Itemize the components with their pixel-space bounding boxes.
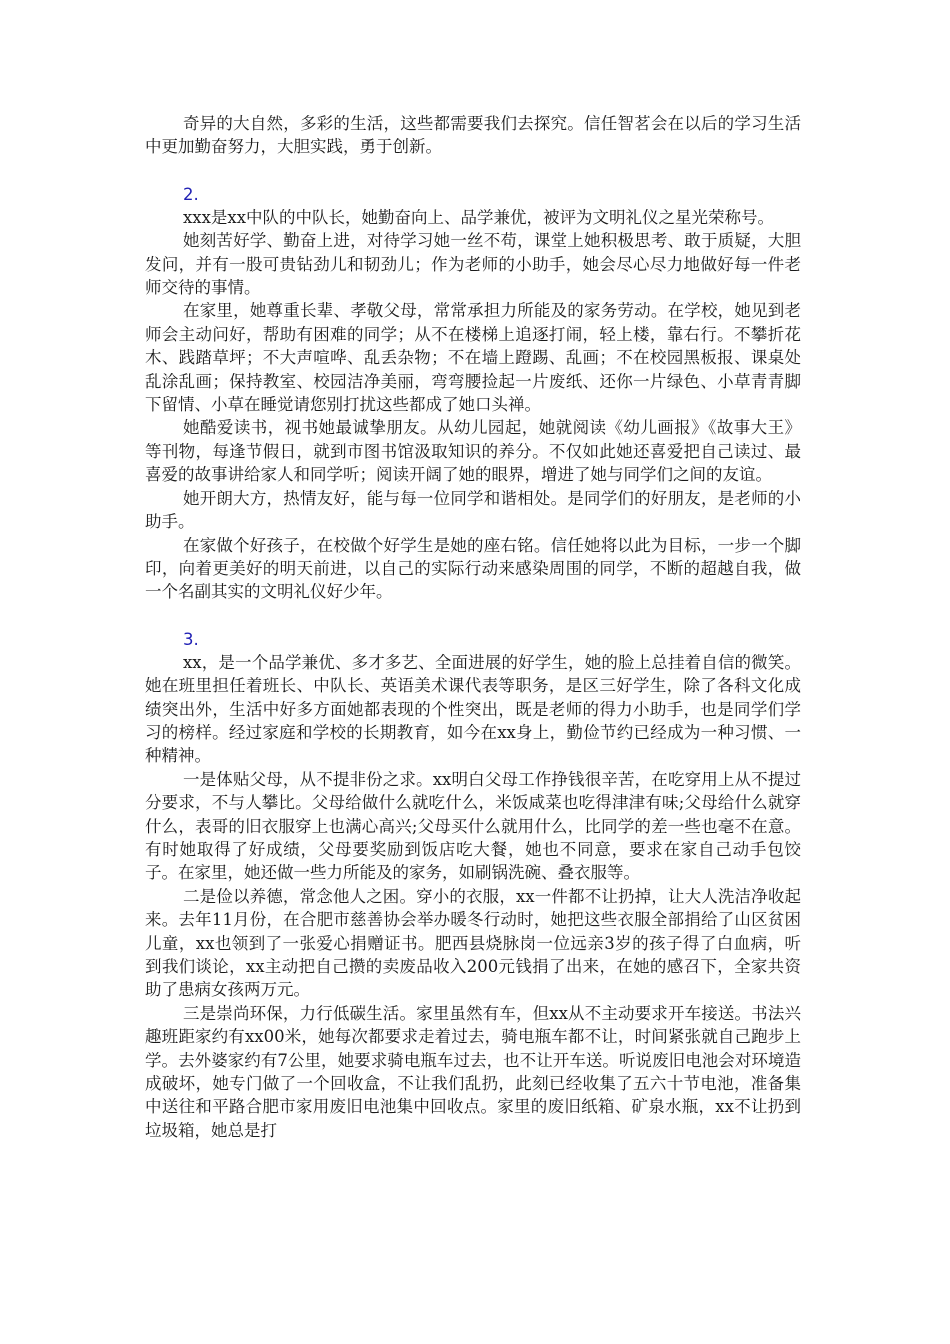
section-3 [145, 628, 801, 1143]
paragraph: xx，是一个品学兼优、多才多艺、全面进展的好学生，她的脸上总挂着自信的微笑。她在班里担任着班长、中队长、英语美术课代表等职务，是区三好学生，除了各科文化成绩突出外，生活中好多方面她都表现的个性突出，既是老师的得力小助手，也是同学们学习的榜样。经过家庭和学校的长期教育，如今在xx身上，勤俭节约已经成为一种习惯、一种精神。 [145, 652, 801, 766]
section-2-heading: 2. [183, 184, 199, 204]
section-1 [145, 112, 801, 159]
paragraph: 在家里，她尊重长辈、孝敬父母，常常承担力所能及的家务劳动。在学校，她见到老师会主动问好，帮助有困难的同学；从不在楼梯上追逐打闹，轻上楼，靠右行。不攀折花木、践踏草坪；不大声喧哗、乱丢杂物；不在墙上蹬踢、乱画；不在校园黑板报、课桌处乱涂乱画；保持教室、校园洁净美丽，弯弯腰捡起一片废纸、还你一片绿色、小草青青脚下留情、小草在睡觉请您别打扰这些都成了她口头禅。 [145, 301, 801, 415]
section-3-heading: 3. [183, 629, 199, 649]
paragraph: 在家做个好孩子，在校做个好学生是她的座右铭。信任她将以此为目标，一步一个脚印，向着更美好的明天前进，以自己的实际行动来感染周围的同学，不断的超越自我，做一个名副其实的文明礼仪好少年。 [145, 535, 801, 602]
paragraph: 三是崇尚环保，力行低碳生活。家里虽然有车，但xx从不主动要求开车接送。书法兴趣班距家约有xx00米，她每次都要求走着过去，骑电瓶车都不让，时间紧张就自己跑步上学。去外婆家约有7公里，她要求骑电瓶车过去，也不让开车送。听说废旧电池会对环境造成破坏，她专门做了一个回收盒，不让我们乱扔，此刻已经收集了五六十节电池，准备集中送往和平路合肥市家用废旧电池集中回收点。家里的废旧纸箱、矿泉水瓶，xx不让扔到垃圾箱，她总是打 [145, 1003, 801, 1140]
section-2 [145, 183, 801, 604]
paragraph: 一是体贴父母，从不提非份之求。xx明白父母工作挣钱很辛苦，在吃穿用上从不提过分要求，不与人攀比。父母给做什么就吃什么，米饭咸菜也吃得津津有味;父母给什么就穿什么，表哥的旧衣服穿上也满心高兴;父母买什么就用什么，比同学的差一些也毫不在意。有时她取得了好成绩，父母要奖励到饭店吃大餐，她也不同意，要求在家自己动手包饺子。在家里，她还做一些力所能及的家务，如刷锅洗碗、叠衣服等。 [145, 769, 801, 883]
paragraph: 她开朗大方，热情友好，能与每一位同学和谐相处。是同学们的好朋友，是老师的小助手。 [145, 488, 801, 532]
paragraph: 她刻苦好学、勤奋上进，对待学习她一丝不苟，课堂上她积极思考、敢于质疑，大胆发问，并有一股可贵钻劲儿和韧劲儿；作为老师的小助手，她会尽心尽力地做好每一件老师交待的事情。 [145, 231, 801, 298]
section-gap [145, 604, 801, 628]
paragraph: 奇异的大自然，多彩的生活，这些都需要我们去探究。信任智茗会在以后的学习生活中更加勤奋努力，大胆实践，勇于创新。 [145, 114, 801, 157]
paragraph: 她酷爱读书，视书她最诚挚朋友。从幼儿园起，她就阅读《幼儿画报》《故事大王》等刊物，每逢节假日，就到市图书馆汲取知识的养分。不仅如此她还喜爱把自己读过、最喜爱的故事讲给家人和同学听；阅读开阔了她的眼界，增进了她与同学们之间的友谊。 [145, 418, 801, 485]
paragraph: xxx是xx中队的中队长，她勤奋向上、品学兼优，被评为文明礼仪之星光荣称号。 [183, 207, 775, 227]
paragraph: 二是俭以养德，常念他人之困。穿小的衣服，xx一件都不让扔掉，让大人洗洁净收起来。去年11月份，在合肥市慈善协会举办暖冬行动时，她把这些衣服全部捐给了山区贫困儿童，xx也领到了一张爱心捐赠证书。肥西县烧脉岗一位远亲3岁的孩子得了白血病，听到我们谈论，xx主动把自己攒的卖废品收入200元钱捐了出来，在她的感召下，全家共资助了患病女孩两万元。 [145, 886, 801, 1000]
section-gap [145, 159, 801, 183]
document-page [145, 112, 801, 1142]
